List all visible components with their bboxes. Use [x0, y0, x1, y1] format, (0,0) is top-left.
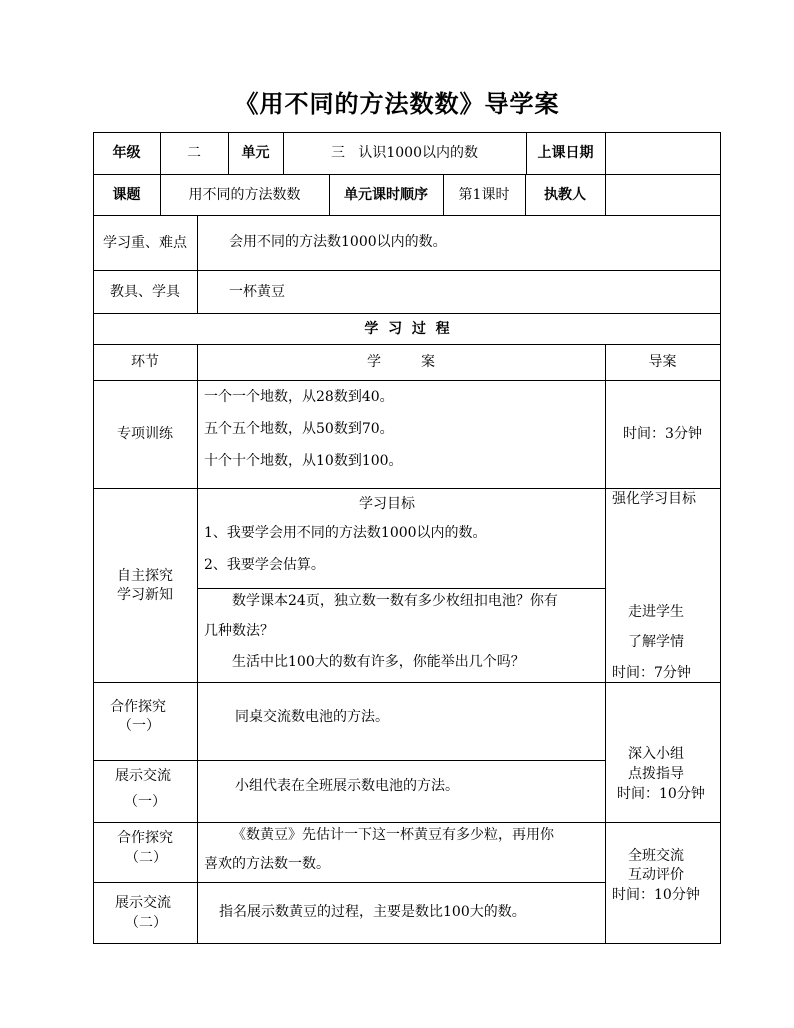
date-label: 上课日期	[537, 145, 594, 161]
coop2-text: 喜欢的方法数一数。	[204, 856, 330, 872]
table-border	[720, 132, 721, 944]
date-value	[605, 132, 720, 174]
goal-title: 学习目标	[359, 496, 415, 512]
table-border	[93, 943, 721, 944]
task-text: 几种数法？	[204, 623, 274, 639]
show2-text: 指名展示数黄豆的过程，主要是数比100大的数。	[219, 904, 526, 920]
coop1-stage: （一）	[118, 718, 160, 734]
guide-group2-line: 互动评价	[628, 867, 684, 883]
explore-guide-goal: 强化学习目标	[612, 491, 696, 507]
col-study-header: 学 案	[366, 354, 436, 370]
guide-group2-line: 时间：10分钟	[612, 887, 700, 903]
explore-guide-text: 走进学生	[628, 604, 684, 620]
table-rule	[93, 822, 721, 823]
col-stage-header: 环节	[131, 354, 159, 370]
goal-item: 2、我要学会估算。	[204, 557, 325, 573]
teacher-label: 执教人	[544, 186, 586, 203]
guide-group1-line: 时间：10分钟	[617, 786, 705, 802]
table-rule	[197, 344, 198, 944]
order-value: 第1课时	[458, 186, 510, 203]
col-guide-header: 导案	[648, 354, 677, 370]
table-rule	[197, 588, 605, 589]
topic-value: 用不同的方法数数	[188, 186, 301, 203]
grade-value: 二	[187, 145, 201, 161]
tools-value: 一杯黄豆	[229, 284, 285, 300]
coop2-text: 《数黄豆》先估计一下这一杯黄豆有多少粒，再用你	[232, 827, 554, 843]
coop2-stage: （二）	[125, 850, 167, 866]
training-line: 十个十个地数，从10数到100。	[204, 453, 403, 469]
guide-group1-line: 点拨指导	[628, 766, 684, 782]
teacher-value	[605, 174, 720, 215]
process-title: 学 习 过 程	[364, 320, 450, 337]
training-line: 一个一个地数，从28数到40。	[204, 389, 394, 405]
grade-label: 年级	[112, 145, 141, 161]
show2-stage: （二）	[125, 915, 167, 931]
coop1-text: 同桌交流数电池的方法。	[235, 709, 389, 725]
coop1-stage: 合作探究	[110, 699, 166, 715]
training-guide: 时间：3分钟	[623, 426, 702, 442]
guide-group2-line: 全班交流	[628, 848, 684, 864]
show2-stage: 展示交流	[115, 895, 171, 911]
explore-stage: 自主探究	[117, 568, 173, 584]
unit-label: 单元	[241, 145, 270, 161]
task-text: 生活中比100大的数有许多，你能举出几个吗？	[232, 654, 525, 670]
guide-group1-line: 深入小组	[628, 746, 684, 762]
focus-value: 会用不同的方法数1000以内的数。	[229, 234, 447, 250]
topic-label: 课题	[112, 186, 141, 203]
table-rule	[93, 882, 605, 883]
page-title: 《用不同的方法数数》导学案	[234, 90, 560, 118]
training-line: 五个五个地数，从50数到70。	[204, 421, 394, 437]
order-label: 单元课时顺序	[344, 186, 428, 203]
task-text: 数学课本24页，独立数一数有多少枚纽扣电池？你有	[232, 593, 558, 609]
training-stage: 专项训练	[117, 426, 173, 442]
coop2-stage: 合作探究	[117, 830, 173, 846]
goal-item: 1、我要学会用不同的方法数1000以内的数。	[204, 525, 487, 541]
show1-text: 小组代表在全班展示数电池的方法。	[235, 778, 459, 794]
show1-stage: 展示交流	[115, 768, 171, 784]
explore-guide-time: 时间：7分钟	[612, 665, 691, 681]
explore-stage: 学习新知	[117, 587, 173, 603]
tools-label: 教具、学具	[110, 283, 180, 300]
table-rule	[93, 760, 605, 761]
table-rule	[197, 215, 198, 313]
explore-guide-text: 了解学情	[628, 634, 684, 650]
focus-label: 学习重、难点	[103, 234, 187, 251]
unit-value: 三 认识1000以内的数	[331, 145, 478, 161]
show1-stage: （一）	[124, 794, 166, 810]
